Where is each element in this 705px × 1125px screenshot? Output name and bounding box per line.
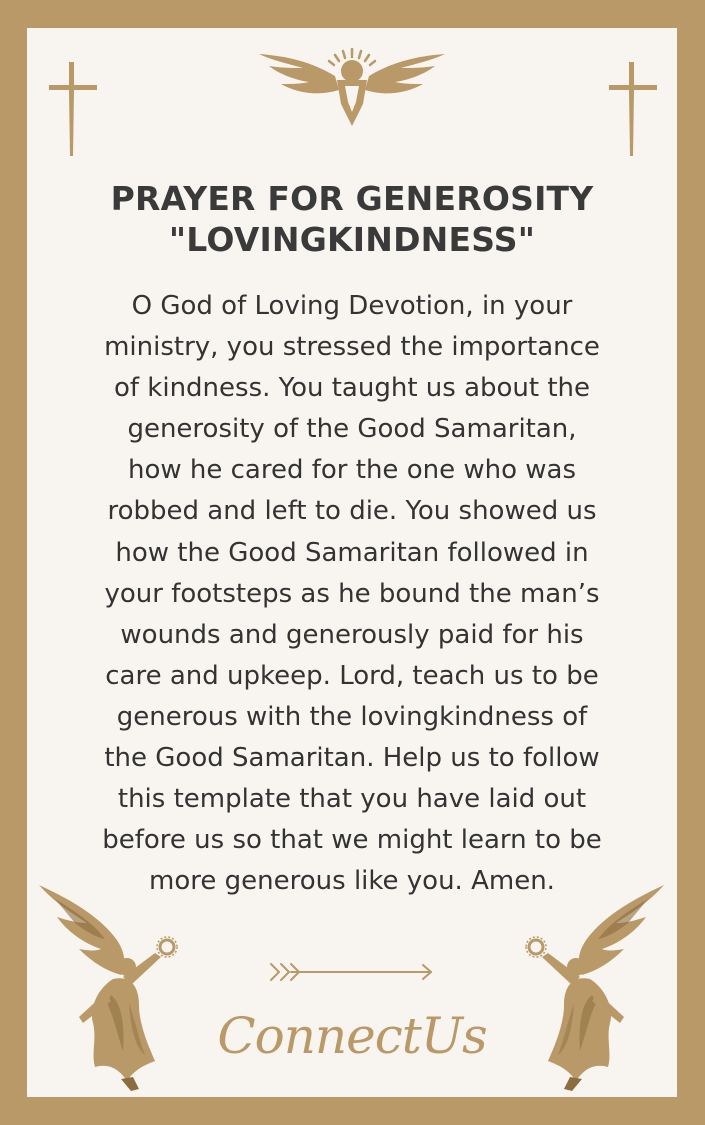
prayer-title	[27, 178, 677, 260]
title-line-1: PRAYER FOR GENEROSITY	[110, 179, 594, 218]
winged-sun-emblem-icon	[257, 46, 447, 130]
prayer-line: O God of Loving Devotion, in your	[131, 291, 573, 321]
title-line-2: "LOVINGKINDNESS"	[168, 220, 536, 259]
cross-icon	[607, 60, 659, 158]
prayer-line: ministry, you stressed the importance	[104, 332, 600, 363]
prayer-line: the Good Samaritan. Help us to follow	[104, 743, 600, 774]
prayer-line: how the Good Samaritan followed in	[115, 537, 589, 568]
prayer-line: care and upkeep. Lord, teach us to be	[105, 660, 599, 691]
prayer-line: generous with the lovingkindness of	[116, 701, 588, 732]
prayer-text	[57, 286, 647, 902]
prayer-line: how he cared for the one who was	[127, 455, 577, 486]
prayer-line: wounds and generously paid for his	[120, 619, 584, 650]
prayer-line: more generous like you. Amen.	[149, 866, 555, 897]
cross-icon	[47, 60, 99, 158]
prayer-line: robbed and left to die. You showed us	[107, 496, 597, 527]
brand-logo: ConnectUs	[217, 1007, 487, 1065]
prayer-line: generosity of the Good Samaritan,	[127, 414, 577, 445]
prayer-line: this template that you have laid out	[117, 784, 587, 815]
arrow-icon	[269, 960, 435, 984]
prayer-line: before us so that we might learn to be	[102, 825, 602, 856]
prayer-line: your footsteps as he bound the man’s	[104, 578, 600, 609]
prayer-card	[27, 28, 677, 1097]
prayer-line: of kindness. You taught us about the	[113, 373, 591, 404]
